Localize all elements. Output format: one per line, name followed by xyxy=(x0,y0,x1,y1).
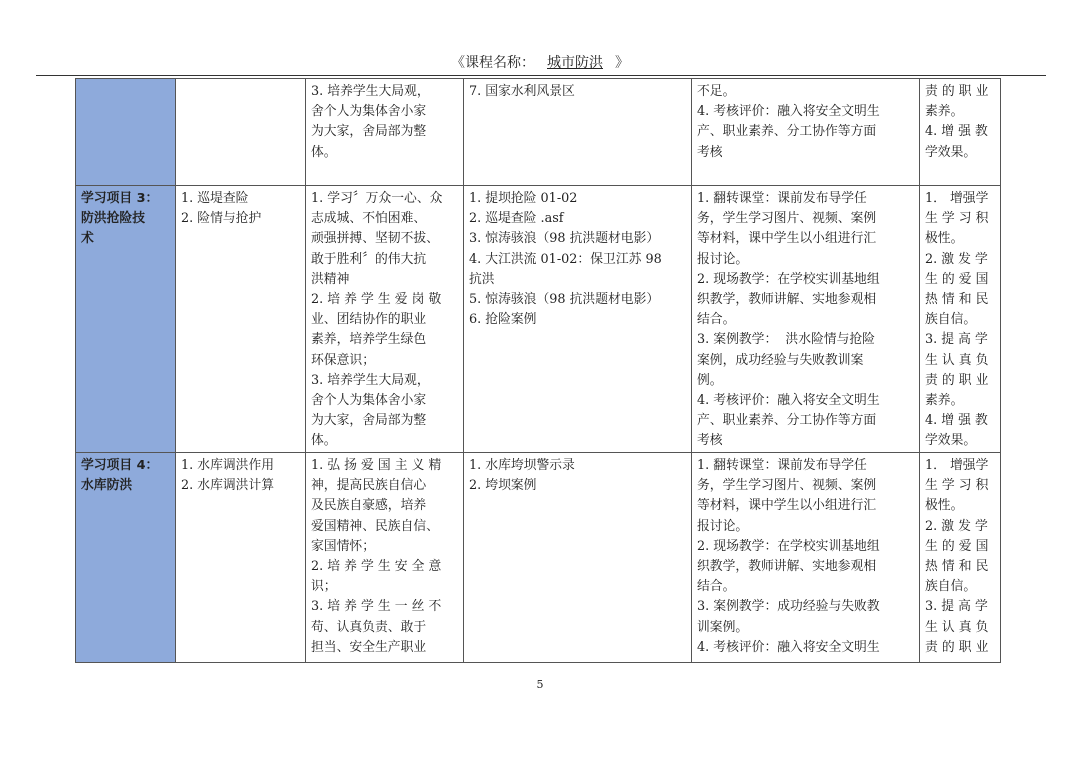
cell-line: 志成城、不怕困难、 xyxy=(311,211,427,227)
cell-line: 案例，成功经验与失败教训案 xyxy=(697,352,864,368)
content-cell xyxy=(176,453,306,663)
cell-line: 业、团结协作的职业 xyxy=(311,312,427,328)
table-row xyxy=(76,79,1001,186)
cell-line: 1. 水库垮坝警示录 xyxy=(469,458,575,473)
cell-line: 族自信。 xyxy=(925,579,977,595)
cell-line: 术 xyxy=(81,231,94,247)
cell-line: 1. 翻转课堂：课前发布导学任 xyxy=(697,191,867,206)
cell-line: 为大家，舍局部为整 xyxy=(311,124,427,140)
cell-line: 3. 培 养 学 生 一 丝 不 xyxy=(311,599,442,615)
ideology-cell xyxy=(306,453,464,663)
cell-line: 4. 大江洪流 01-02：保卫江苏 98 xyxy=(469,251,662,267)
methods-cell xyxy=(692,79,920,186)
page-number: 5 xyxy=(536,678,544,691)
cell-line: 爱国精神、民族自信、 xyxy=(311,518,439,534)
content-cell xyxy=(176,186,306,453)
cell-line: 为大家，舍局部为整 xyxy=(311,413,427,429)
cell-line: 责 的 职 业 xyxy=(925,639,989,655)
cell-line: 顽强拼搏、坚韧不拔、 xyxy=(311,231,439,247)
course-header xyxy=(0,54,1080,72)
cell-line: 苟、认真负责、敢于 xyxy=(311,619,427,635)
cell-line: 敢于胜利〞的伟大抗 xyxy=(311,251,427,267)
cell-line: 责 的 职 业 xyxy=(925,372,989,388)
cell-line: 6. 抢险案例 xyxy=(469,312,537,328)
cell-line: 2. 培 养 学 生 安 全 意 xyxy=(311,559,442,575)
cell-line: 防洪抢险技 xyxy=(81,211,145,227)
cell-line: 3. 案例教学： 洪水险情与抢险 xyxy=(697,332,875,348)
cell-line: 1. 巡堤查险 xyxy=(181,191,249,206)
cell-line: 不足。 xyxy=(697,84,736,99)
cell-line: 考核 xyxy=(697,433,723,449)
ideology-cell xyxy=(306,79,464,186)
cell-line: 环保意识； xyxy=(311,352,375,368)
cell-line: 生 学 习 积 xyxy=(925,211,989,227)
cell-line: 极性。 xyxy=(925,231,964,247)
cell-line: 3. 惊涛骇浪（98 抗洪题材电影） xyxy=(469,231,660,247)
cell-line: 热 情 和 民 xyxy=(925,292,989,308)
table-row xyxy=(76,453,1001,663)
cell-line: 4. 考核评价：融入将安全文明生 xyxy=(697,393,880,409)
cell-line: 生 的 爱 国 xyxy=(925,538,989,554)
header-rule xyxy=(36,75,1046,76)
cell-line: 1． 增强学 xyxy=(925,458,989,473)
cell-line: 热 情 和 民 xyxy=(925,559,989,575)
cell-line: 神，提高民族自信心 xyxy=(311,478,427,494)
cell-line: 7. 国家水利风景区 xyxy=(469,84,575,99)
cell-line: 2. 巡堤查险 .asf xyxy=(469,211,564,227)
cell-line: 1. 水库调洪作用 xyxy=(181,458,275,473)
cell-line: 3. 提 高 学 xyxy=(925,599,988,615)
cell-line: 舍个人为集体舍小家 xyxy=(311,393,427,409)
cell-line: 2. 垮坝案例 xyxy=(469,478,537,494)
cell-line: 务，学生学习图片、视频、案例 xyxy=(697,211,877,227)
content-cell xyxy=(176,79,306,186)
cell-line: 5. 惊涛骇浪（98 抗洪题材电影） xyxy=(469,292,660,308)
methods-cell xyxy=(692,453,920,663)
cell-line: 家国情怀； xyxy=(311,538,375,554)
resources-cell xyxy=(464,453,692,663)
course-header-prefix: 《课程名称： xyxy=(451,55,535,71)
cell-line: 2. 险情与抢护 xyxy=(181,211,262,227)
cell-line: 素养，培养学生绿色 xyxy=(311,332,427,348)
cell-line: 4. 增 强 教 xyxy=(925,413,988,429)
cell-line: 生 的 爱 国 xyxy=(925,271,989,287)
resources-cell xyxy=(464,186,692,453)
effects-cell xyxy=(920,453,1001,663)
cell-line: 体。 xyxy=(311,433,337,449)
cell-line: 素养。 xyxy=(925,104,964,120)
cell-line: 学习项目 4： xyxy=(81,458,159,473)
cell-line: 3. 案例教学：成功经验与失败教 xyxy=(697,599,880,615)
cell-line: 务，学生学习图片、视频、案例 xyxy=(697,478,877,494)
cell-line: 2. 激 发 学 xyxy=(925,251,988,267)
ideology-cell xyxy=(306,186,464,453)
cell-line: 1. 学习〞万众一心、众 xyxy=(311,191,443,206)
cell-line: 结合。 xyxy=(697,312,736,328)
cell-line: 4. 考核评价：融入将安全文明生 xyxy=(697,639,880,655)
methods-cell xyxy=(692,186,920,453)
cell-line: 素养。 xyxy=(925,393,964,409)
cell-line: 1． 增强学 xyxy=(925,191,989,206)
cell-line: 抗洪 xyxy=(469,271,495,287)
cell-line: 产、职业素养、分工协作等方面 xyxy=(697,413,877,429)
cell-line: 2. 现场教学：在学校实训基地组 xyxy=(697,538,880,554)
cell-line: 生 学 习 积 xyxy=(925,478,989,494)
cell-line: 1. 翻转课堂：课前发布导学任 xyxy=(697,458,867,473)
cell-line: 水库防洪 xyxy=(81,478,133,494)
effects-cell xyxy=(920,186,1001,453)
cell-line: 考核 xyxy=(697,144,723,160)
cell-line: 责 的 职 业 xyxy=(925,84,989,99)
cell-line: 生 认 真 负 xyxy=(925,352,989,368)
project-cell xyxy=(76,453,176,663)
cell-line: 结合。 xyxy=(697,579,736,595)
cell-line: 3. 培养学生大局观， xyxy=(311,84,430,99)
cell-line: 3. 培养学生大局观， xyxy=(311,372,430,388)
cell-line: 学效果。 xyxy=(925,144,977,160)
cell-line: 识； xyxy=(311,579,337,595)
cell-line: 体。 xyxy=(311,144,337,160)
cell-line: 担当、安全生产职业 xyxy=(311,639,427,655)
table-row xyxy=(76,186,1001,453)
cell-line: 报讨论。 xyxy=(697,251,749,267)
cell-line: 织教学，教师讲解、实地参观相 xyxy=(697,292,877,308)
course-table xyxy=(75,78,1001,663)
cell-line: 4. 考核评价：融入将安全文明生 xyxy=(697,104,880,120)
cell-line: 产、职业素养、分工协作等方面 xyxy=(697,124,877,140)
cell-line: 2. 激 发 学 xyxy=(925,518,988,534)
cell-line: 织教学，教师讲解、实地参观相 xyxy=(697,559,877,575)
cell-line: 学习项目 3： xyxy=(81,191,159,206)
cell-line: 1. 弘 扬 爱 国 主 义 精 xyxy=(311,458,442,473)
cell-line: 3. 提 高 学 xyxy=(925,332,988,348)
cell-line: 2. 水库调洪计算 xyxy=(181,478,275,494)
cell-line: 2. 现场教学：在学校实训基地组 xyxy=(697,271,880,287)
cell-line: 族自信。 xyxy=(925,312,977,328)
project-cell xyxy=(76,186,176,453)
cell-line: 舍个人为集体舍小家 xyxy=(311,104,427,120)
cell-line: 1. 提坝抢险 01-02 xyxy=(469,191,578,206)
cell-line: 极性。 xyxy=(925,498,964,514)
cell-line: 训案例。 xyxy=(697,619,749,635)
cell-line: 例。 xyxy=(697,372,723,388)
cell-line: 生 认 真 负 xyxy=(925,619,989,635)
cell-line: 及民族自豪感，培养 xyxy=(311,498,427,514)
cell-line: 学效果。 xyxy=(925,433,977,449)
course-header-suffix: 》 xyxy=(615,55,629,71)
resources-cell xyxy=(464,79,692,186)
cell-line: 等材料，课中学生以小组进行汇 xyxy=(697,231,877,247)
cell-line: 4. 增 强 教 xyxy=(925,124,988,140)
course-name: 城市防洪 xyxy=(547,55,603,71)
cell-line: 报讨论。 xyxy=(697,518,749,534)
cell-line: 等材料，课中学生以小组进行汇 xyxy=(697,498,877,514)
cell-line: 洪精神 xyxy=(311,271,350,287)
cell-line: 2. 培 养 学 生 爱 岗 敬 xyxy=(311,292,442,308)
effects-cell xyxy=(920,79,1001,186)
project-cell xyxy=(76,79,176,186)
